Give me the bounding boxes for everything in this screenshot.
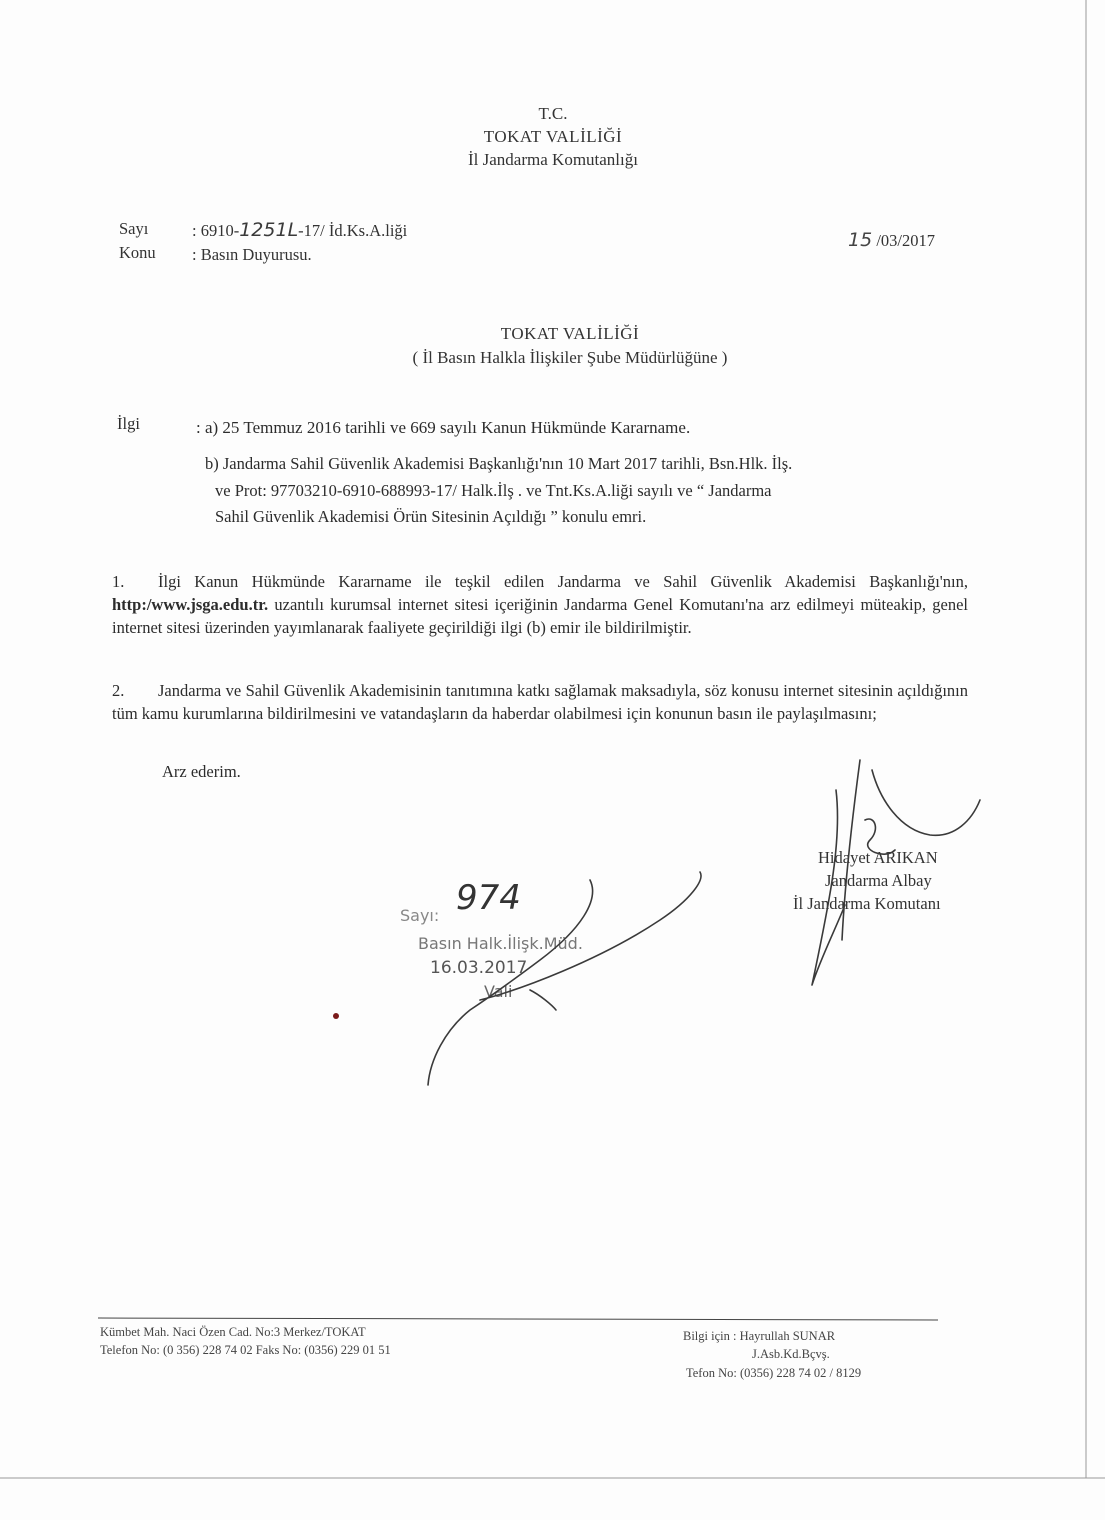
- sayi-suffix: -17/ İd.Ks.A.liği: [298, 221, 408, 240]
- paraph-mark: [428, 872, 701, 1085]
- footer-address: Kümbet Mah. Naci Özen Cad. No:3 Merkez/TOKAT: [100, 1325, 366, 1339]
- konu-label: Konu: [119, 243, 156, 262]
- paragraph-2-text: Jandarma ve Sahil Güvenlik Akademisinin tanıtımına katkı sağlamak maksadıyla, söz konusu internet sitesinin açıldığının tüm kamu kurumlarına bildirilmesini ve vatandaşların da haberdar olabilmesi için konunun basın ile paylaşılmasını;: [112, 681, 968, 723]
- footer-phone-fax: Telefon No: (0 356) 228 74 02 Faks No: (0356) 229 01 51: [100, 1343, 391, 1357]
- ilgi-item-b-line2: ve Prot: 97703210-6910-688993-17/ Halk.İlş . ve Tnt.Ks.A.liği sayılı ve “ Jandarma: [215, 481, 772, 500]
- paragraph-2-number: 2.: [112, 681, 125, 700]
- signer-title: İl Jandarma Komutanı: [793, 894, 941, 913]
- ilgi-item-b-line1: b) Jandarma Sahil Güvenlik Akademisi Başkanlığı'nın 10 Mart 2017 tarihli, Bsn.Hlk. İlş.: [205, 454, 793, 473]
- stamp-sayi-label: Sayı:: [400, 906, 440, 925]
- header-tc: T.C.: [538, 104, 568, 123]
- paragraph-1-text-a: İlgi Kanun Hükmünde Kararname ile teşkil edilen Jandarma ve Sahil Güvenlik Akademisi Başkanlığı'nın,: [158, 572, 968, 591]
- date-suffix: /03/2017: [876, 231, 935, 250]
- stamp-sayi-handwritten: 974: [456, 878, 521, 918]
- footer-info-rank: J.Asb.Kd.Bçvş.: [752, 1347, 830, 1361]
- addressee-unit: ( İl Basın Halkla İlişkiler Şube Müdürlüğüne ): [412, 348, 728, 367]
- date-handwritten: 15: [848, 229, 873, 251]
- stamp-vali: Vali: [484, 982, 513, 1001]
- konu-value: : Basın Duyurusu.: [192, 245, 312, 264]
- sayi-prefix: : 6910-: [192, 221, 240, 240]
- stamp-dept: Basın Halk.İlişk.Müd.: [418, 934, 583, 953]
- addressee-org: TOKAT VALİLİĞİ: [500, 324, 640, 343]
- paragraph-1-number: 1.: [112, 572, 125, 591]
- signer-rank: Jandarma Albay: [825, 871, 932, 890]
- signature-mark: [812, 760, 980, 985]
- paragraph-1-url: http:/www.jsga.edu.tr.: [112, 595, 269, 614]
- paragraph-1-text-b: uzantılı kurumsal internet sitesi içeriğinin Jandarma Genel Komutanı'na arz edilmeyi müteakip, genel internet sitesi üzerinden yayımlanarak faaliyete geçirildiği ilgi (b) emir ile bildirilmiştir.: [112, 595, 968, 637]
- footer-info-contact: Bilgi için : Hayrullah SUNAR: [683, 1329, 836, 1343]
- sayi-label: Sayı: [119, 219, 149, 238]
- closing-text: Arz ederim.: [162, 762, 241, 781]
- header-org: TOKAT VALİLİĞİ: [483, 127, 623, 146]
- ilgi-label: İlgi: [117, 414, 140, 433]
- footer-info-phone: Tefon No: (0356) 228 74 02 / 8129: [686, 1366, 862, 1380]
- signer-name: Hidayet ARIKAN: [818, 848, 938, 867]
- stamp-date: 16.03.2017: [430, 958, 528, 978]
- ilgi-item-b-line3: Sahil Güvenlik Akademisi Örün Sitesinin Açıldığı ” konulu emri.: [215, 507, 647, 526]
- sayi-handwritten: 1251L: [239, 219, 299, 241]
- header-unit: İl Jandarma Komutanlığı: [468, 150, 638, 169]
- ilgi-item-a: : a) 25 Temmuz 2016 tarihli ve 669 sayılı Kanun Hükmünde Kararname.: [196, 418, 691, 437]
